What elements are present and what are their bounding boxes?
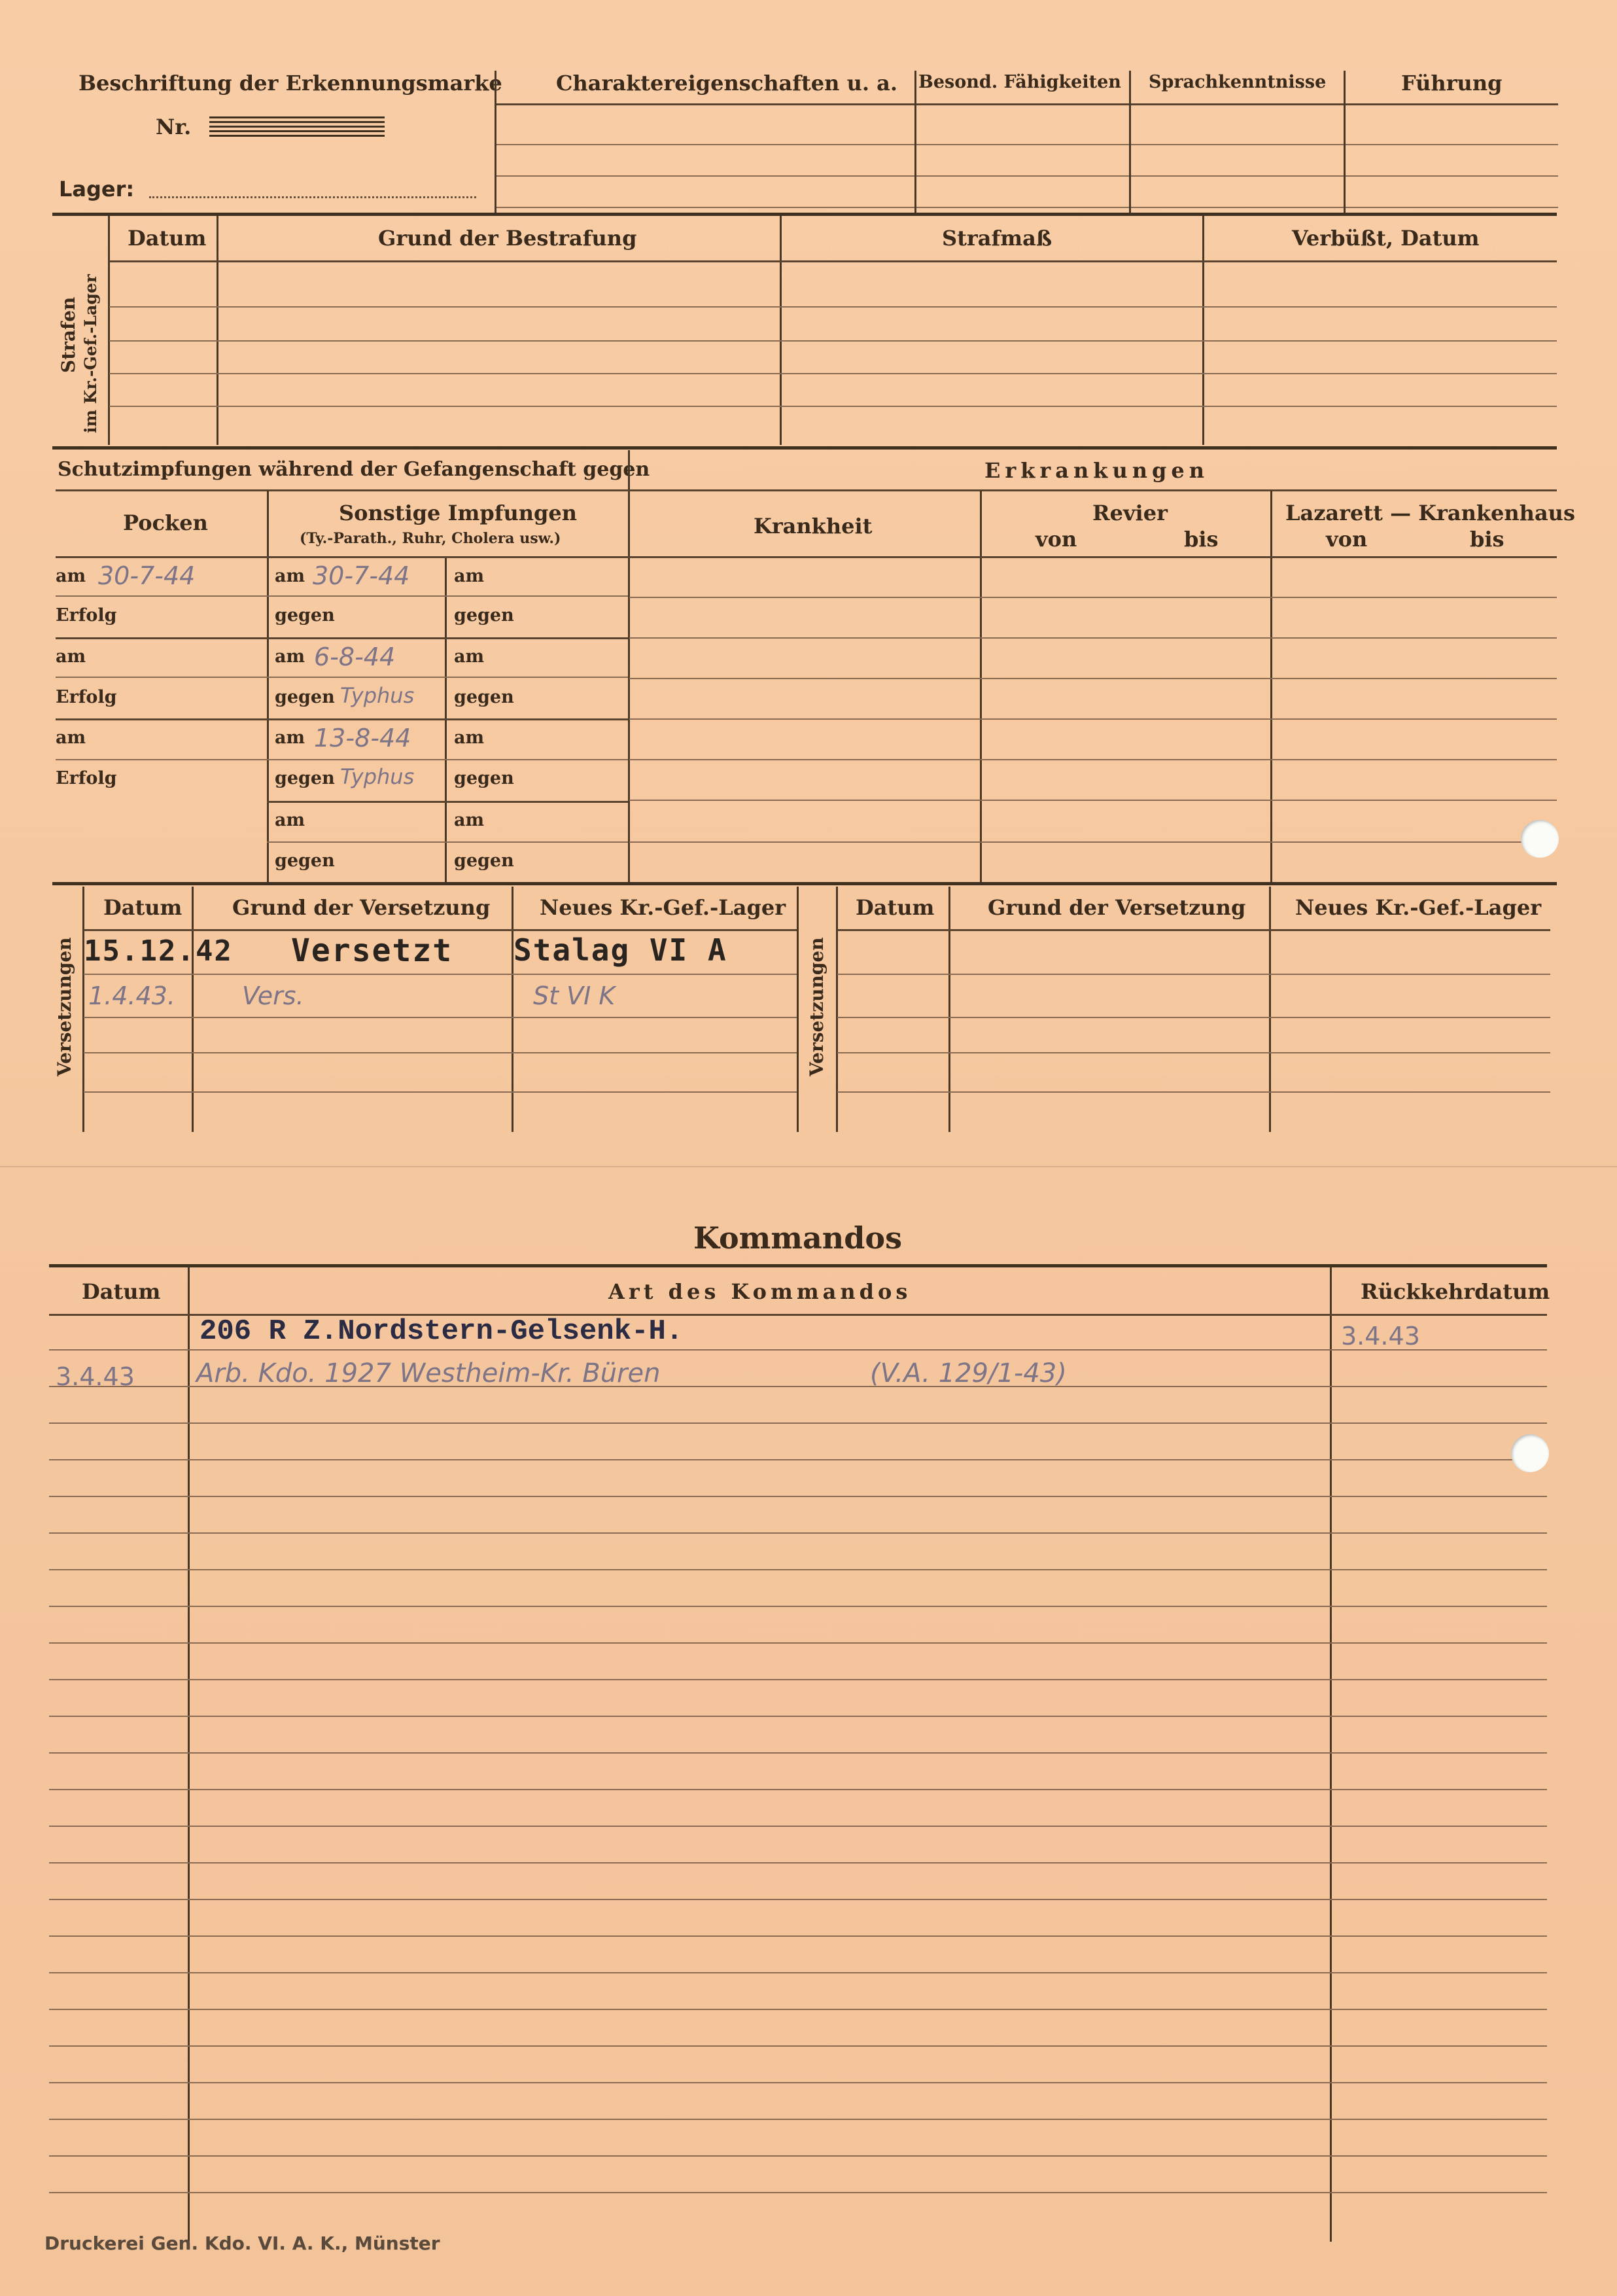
nr-redaction: [209, 116, 385, 139]
vers-line: [837, 1091, 1550, 1093]
erkr-col-lazarett: Lazarett — Krankenhaus: [1285, 501, 1575, 525]
strafen-divider: [780, 216, 782, 445]
sonst-gegen-4: gegen: [275, 851, 335, 871]
erkr-row-line: [629, 678, 1557, 679]
kommandos-col-art: Art des Kommandos: [608, 1279, 912, 1304]
kommandos-rule: [49, 1264, 1547, 1267]
strafen-divider: [217, 216, 218, 445]
erkr-row-line: [629, 597, 1557, 598]
erkr-row-line: [629, 841, 1557, 843]
vers-divider: [192, 887, 194, 1132]
sonst2-am-2: am: [454, 646, 485, 667]
vers-divider: [797, 887, 799, 1132]
impf-row-line: [56, 595, 628, 597]
impf-header-rule: [56, 489, 1557, 491]
fold-line: [0, 1166, 1617, 1167]
sonst-gegen-1: gegen: [275, 605, 335, 626]
strafen-col-verbuesst: Verbüßt, Datum: [1292, 226, 1480, 251]
kommandos-row-line: [49, 2045, 1547, 2047]
kommandos-row-line: [49, 2192, 1547, 2193]
erkr-row-line: [629, 759, 1557, 760]
fuehrung-label: Führung: [1401, 71, 1503, 96]
vers-row2-grund: Vers.: [242, 981, 304, 1010]
header-divider: [495, 71, 496, 215]
vers-col-grund-right: Grund der Versetzung: [988, 895, 1246, 920]
strafen-side-label-2: im Kr.-Gef.-Lager: [81, 274, 100, 433]
vers-row2-datum: 1.4.43.: [88, 981, 175, 1010]
kommandos-row-line: [49, 1606, 1547, 1607]
strafen-header-rule: [109, 260, 1557, 262]
strafen-divider: [1202, 216, 1204, 445]
vers-col-datum-left: Datum: [103, 895, 183, 920]
kommandos-row-line: [49, 2155, 1547, 2157]
header-line: [495, 175, 1558, 177]
impf-row-line: [56, 759, 628, 760]
kommandos-row-line: [49, 1789, 1547, 1790]
vers-col-lager-left: Neues Kr.-Gef.-Lager: [540, 895, 786, 920]
impf-subheader-rule: [56, 556, 1557, 558]
sonst2-am-1: am: [454, 566, 485, 586]
header-divider: [914, 71, 916, 215]
sonst-gegen-2: gegen: [275, 687, 335, 707]
vers-divider: [82, 887, 84, 1132]
erkr-col-krankheit: Krankheit: [754, 514, 873, 539]
impf-col-sonstige-sub: (Ty.-Parath., Ruhr, Cholera usw.): [300, 530, 561, 547]
kommandos-row-line: [49, 1899, 1547, 1900]
vers-line: [837, 1052, 1550, 1053]
header-divider: [1129, 71, 1131, 215]
erkr-revier-von: von: [1035, 527, 1077, 552]
vers-line: [84, 1091, 797, 1093]
impf-group-line: [56, 718, 628, 720]
kommandos-row-line: [49, 2119, 1547, 2120]
lager-label: Lager:: [59, 177, 135, 202]
pocken-am-1: am: [56, 566, 86, 586]
vers-divider: [836, 887, 838, 1132]
strafen-divider: [108, 216, 110, 445]
vers-line: [84, 1017, 797, 1018]
kommandos-row2-note: (V.A. 129/1-43): [870, 1358, 1067, 1388]
header-line: [495, 207, 1558, 208]
sonst2-am-4: am: [454, 810, 485, 830]
erkr-col-revier: Revier: [1092, 501, 1168, 525]
erkr-lazarett-von: von: [1326, 527, 1368, 552]
vers-line: [84, 974, 797, 975]
pocken-erfolg-2: Erfolg: [56, 687, 117, 707]
erkr-row-line: [629, 637, 1557, 639]
erkr-divider: [980, 491, 982, 882]
strafen-col-grund: Grund der Bestrafung: [378, 226, 637, 251]
kommandos-row-line: [49, 1679, 1547, 1680]
erkr-row-line: [629, 718, 1557, 720]
vers-line: [837, 974, 1550, 975]
kommandos-row-line: [49, 1972, 1547, 1973]
impf-col-sonstige: Sonstige Impfungen: [339, 501, 578, 525]
pocken-erfolg-1: Erfolg: [56, 605, 117, 626]
section-rule: [52, 213, 1557, 216]
kommandos-row-line: [49, 1642, 1547, 1644]
vers-row1-grund: Versetzt: [291, 932, 453, 969]
sonst-am-3: am: [275, 728, 305, 748]
impfungen-title: Schutzimpfungen während der Gefangenschaft gegen: [58, 458, 650, 481]
punch-hole: [1511, 1434, 1549, 1472]
sonst-gegen-value-3: Typhus: [340, 764, 415, 789]
strafen-side-label: Strafen: [58, 296, 79, 373]
section-rule: [52, 446, 1557, 450]
impf-divider: [267, 491, 269, 882]
sonst2-gegen-1: gegen: [454, 605, 514, 626]
sonst2-gegen-3: gegen: [454, 768, 514, 788]
header-divider: [1344, 71, 1346, 215]
versetzungen-side-label-right: Versetzungen: [806, 937, 827, 1076]
vers-col-grund-left: Grund der Versetzung: [232, 895, 491, 920]
sprachen-label: Sprachkenntnisse: [1149, 72, 1327, 92]
kommandos-row-line: [49, 1752, 1547, 1754]
vers-line: [84, 1052, 797, 1053]
versetzungen-side-label-left: Versetzungen: [54, 937, 75, 1076]
pocken-erfolg-3: Erfolg: [56, 768, 117, 788]
erkr-lazarett-bis: bis: [1470, 527, 1504, 552]
kommandos-row2-datum: 3.4.43: [56, 1362, 135, 1391]
impf-group-line: [267, 801, 628, 803]
impf-group-line: [56, 637, 628, 639]
kommandos-row-line: [49, 1349, 1547, 1351]
strafen-line: [109, 306, 1557, 308]
strafen-col-strafmass: Strafmaß: [942, 226, 1052, 251]
kommandos-col-rueckkehr: Rückkehrdatum: [1361, 1279, 1550, 1304]
kommandos-row-line: [49, 1459, 1547, 1460]
kommandos-row-line: [49, 1716, 1547, 1717]
sonst-am-value-2: 6-8-44: [314, 643, 396, 671]
kommandos-row-line: [49, 1862, 1547, 1863]
impf-row-line: [56, 677, 628, 678]
pocken-am-3: am: [56, 728, 86, 748]
kommandos-row-line: [49, 2009, 1547, 2010]
kommandos-col-datum: Datum: [82, 1279, 161, 1304]
kommandos-row-line: [49, 1496, 1547, 1497]
punch-hole: [1521, 820, 1559, 858]
kommandos-row-line: [49, 2082, 1547, 2083]
impf-row-line: [267, 841, 628, 843]
sonst2-gegen-4: gegen: [454, 851, 514, 871]
kommandos-row2-art: Arb. Kdo. 1927 Westheim-Kr. Büren: [196, 1358, 661, 1388]
printer-imprint: Druckerei Gen. Kdo. VI. A. K., Münster: [44, 2233, 440, 2254]
vers-header-rule: [837, 929, 1550, 931]
kommandos-row-line: [49, 1935, 1547, 1937]
impf-erkr-divider: [628, 450, 630, 882]
vers-col-datum-right: Datum: [856, 895, 935, 920]
kommandos-title: Kommandos: [693, 1220, 902, 1256]
erkr-row-line: [629, 800, 1557, 801]
vers-header-rule: [84, 929, 797, 931]
strafen-col-datum: Datum: [128, 226, 207, 251]
section-rule: [52, 882, 1557, 885]
vers-row1-datum: 15.12.42: [84, 934, 233, 968]
strafen-line: [109, 406, 1557, 407]
impf-col-pocken: Pocken: [123, 510, 208, 535]
kommandos-row-line: [49, 1569, 1547, 1570]
lager-dotted-line: [149, 196, 476, 198]
strafen-line: [109, 373, 1557, 374]
kommandos-divider: [1330, 1267, 1332, 2242]
kommandos-row-line: [49, 1422, 1547, 1424]
sonst-gegen-value-2: Typhus: [340, 683, 415, 708]
erkr-divider: [1270, 491, 1272, 882]
header-line: [495, 144, 1558, 145]
nr-label: Nr.: [156, 115, 192, 139]
strafen-line: [109, 340, 1557, 342]
erkrankungen-title: Erkrankungen: [984, 458, 1209, 483]
sonst2-am-3: am: [454, 728, 485, 748]
vers-row2-lager: St VI K: [533, 981, 616, 1010]
kommandos-row-line: [49, 1826, 1547, 1827]
vers-divider: [512, 887, 513, 1132]
faehigkeiten-label: Besond. Fähigkeiten: [918, 72, 1121, 92]
vers-row1-lager: Stalag VI A: [513, 932, 727, 968]
header-rule: [495, 103, 1558, 105]
sonst-am-4: am: [275, 810, 305, 830]
sonst-gegen-3: gegen: [275, 768, 335, 788]
charakter-label: Charaktereigenschaften u. a.: [556, 71, 897, 96]
kommandos-row1-rueckkehr: 3.4.43: [1341, 1322, 1420, 1351]
erkr-revier-bis: bis: [1184, 527, 1219, 552]
vers-divider: [948, 887, 950, 1132]
sonst-am-1: am: [275, 566, 305, 586]
vers-col-lager-right: Neues Kr.-Gef.-Lager: [1295, 895, 1542, 920]
vers-divider: [1269, 887, 1271, 1132]
kommandos-divider: [188, 1267, 190, 2242]
sonst2-gegen-2: gegen: [454, 687, 514, 707]
kommandos-row-line: [49, 1532, 1547, 1534]
sonst-am-value-3: 13-8-44: [314, 724, 411, 752]
pocken-am-value: 30-7-44: [98, 561, 196, 590]
sonst-am-2: am: [275, 646, 305, 667]
erkennungsmarke-label: Beschriftung der Erkennungsmarke: [78, 71, 502, 96]
pocken-am-2: am: [56, 646, 86, 667]
vers-line: [837, 1017, 1550, 1018]
sonst-am-value-1: 30-7-44: [313, 561, 410, 590]
kommandos-row1-art: 206 R Z.Nordstern-Gelsenk-H.: [200, 1315, 684, 1348]
